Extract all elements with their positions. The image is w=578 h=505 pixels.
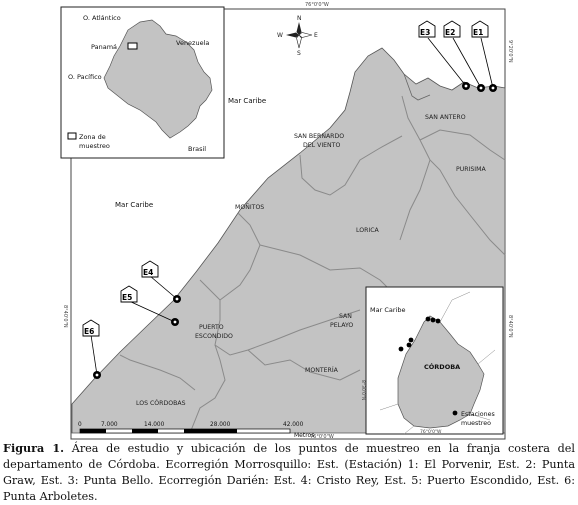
- coord-right-top: 9°20'0"N: [507, 40, 513, 63]
- municipio-label: DEL VIENTO: [303, 142, 341, 149]
- legend-zona-2: muestreo: [79, 142, 110, 150]
- coord-top: 76°0'0"W: [305, 2, 329, 8]
- municipio-label: LORICA: [356, 227, 379, 234]
- label-pacifico: O. Pacífico: [68, 73, 102, 81]
- coord-bottom: 76°0'0"W: [310, 434, 334, 440]
- station-label-e4: E4: [143, 268, 154, 277]
- compass-s: S: [297, 50, 301, 57]
- scale-tick: 0: [78, 422, 82, 428]
- legend-zona-box: [68, 133, 76, 139]
- caption-text: Área de estudio y ubicación de los puntos de muestreo en la franja costera del departamento de Córdoba. Ecorregión Morrosquillo: Est. (Estación) 1: El Porvenir, Est. 2: Punta Graw, Est. 3: Punta Bello. Ecorregión Darién: Est. 4: Cristo Rey, Est. 5: Puerto Escondido, Est. 6: Punta Arboletes.: [3, 442, 575, 503]
- scale-unit: Metros: [294, 432, 315, 439]
- compass-e: E: [314, 32, 318, 39]
- cordoba-inset-bottom-coord: 76°0'0"W: [420, 430, 442, 435]
- legend-estaciones: Estaciones: [461, 411, 495, 418]
- coord-left-bottom: 8°40'0"N: [62, 305, 68, 328]
- scale-tick: 7.000: [101, 422, 118, 428]
- legend-zona-1: Zona de: [79, 133, 106, 141]
- compass-n: N: [297, 15, 302, 22]
- label-brasil: Brasil: [188, 145, 207, 153]
- municipio-label: MOÑITOS: [235, 204, 265, 211]
- compass-w: W: [277, 32, 283, 39]
- figure-caption: [3, 440, 575, 505]
- municipio-label: LOS CÓRDOBAS: [136, 400, 186, 407]
- water-label-2: Mar Caribe: [115, 201, 154, 209]
- cordoba-inset-left-coord: 8°30'0"N: [360, 380, 365, 401]
- station-label-e3: E3: [420, 28, 431, 37]
- station-label-e6: E6: [84, 327, 95, 336]
- station-label-e5: E5: [122, 293, 133, 302]
- municipio-label: PUERTO: [199, 324, 224, 331]
- inset-colombia: [61, 7, 224, 158]
- station-label-e2: E2: [445, 28, 456, 37]
- label-atlantico: O. Atlántico: [83, 14, 121, 22]
- station-label-e1: E1: [473, 28, 484, 37]
- municipio-label: SAN: [339, 313, 352, 320]
- municipio-label: PURISIMA: [456, 166, 486, 173]
- municipio-label: SAN ANTERO: [425, 114, 466, 121]
- municipio-label: SAN BERNARDO: [294, 133, 345, 140]
- municipio-label: PELAYO: [330, 322, 354, 329]
- scale-tick: 28.000: [210, 422, 231, 428]
- legend-station-dot: [453, 411, 458, 416]
- municipio-label: ESCONDIDO: [195, 333, 233, 340]
- label-venezuela: Venezuela: [176, 39, 210, 47]
- scale-tick: 14.000: [144, 422, 165, 428]
- water-label-1: Mar Caribe: [228, 97, 267, 105]
- zona-muestreo-marker: [128, 43, 137, 49]
- coord-right-bottom: 8°40'0"N: [507, 315, 513, 338]
- municipio-label: MONTERÍA: [305, 367, 338, 374]
- cordoba-inset-mar: Mar Caribe: [370, 306, 406, 314]
- cordoba-inset-name: CÓRDOBA: [424, 363, 461, 371]
- inset-cordoba: [360, 287, 503, 435]
- legend-muestreo: muestreo: [461, 420, 491, 427]
- scale-tick: 42.000: [283, 422, 304, 428]
- caption-label: Figura 1.: [3, 441, 65, 455]
- label-panama: Panamá: [91, 43, 118, 51]
